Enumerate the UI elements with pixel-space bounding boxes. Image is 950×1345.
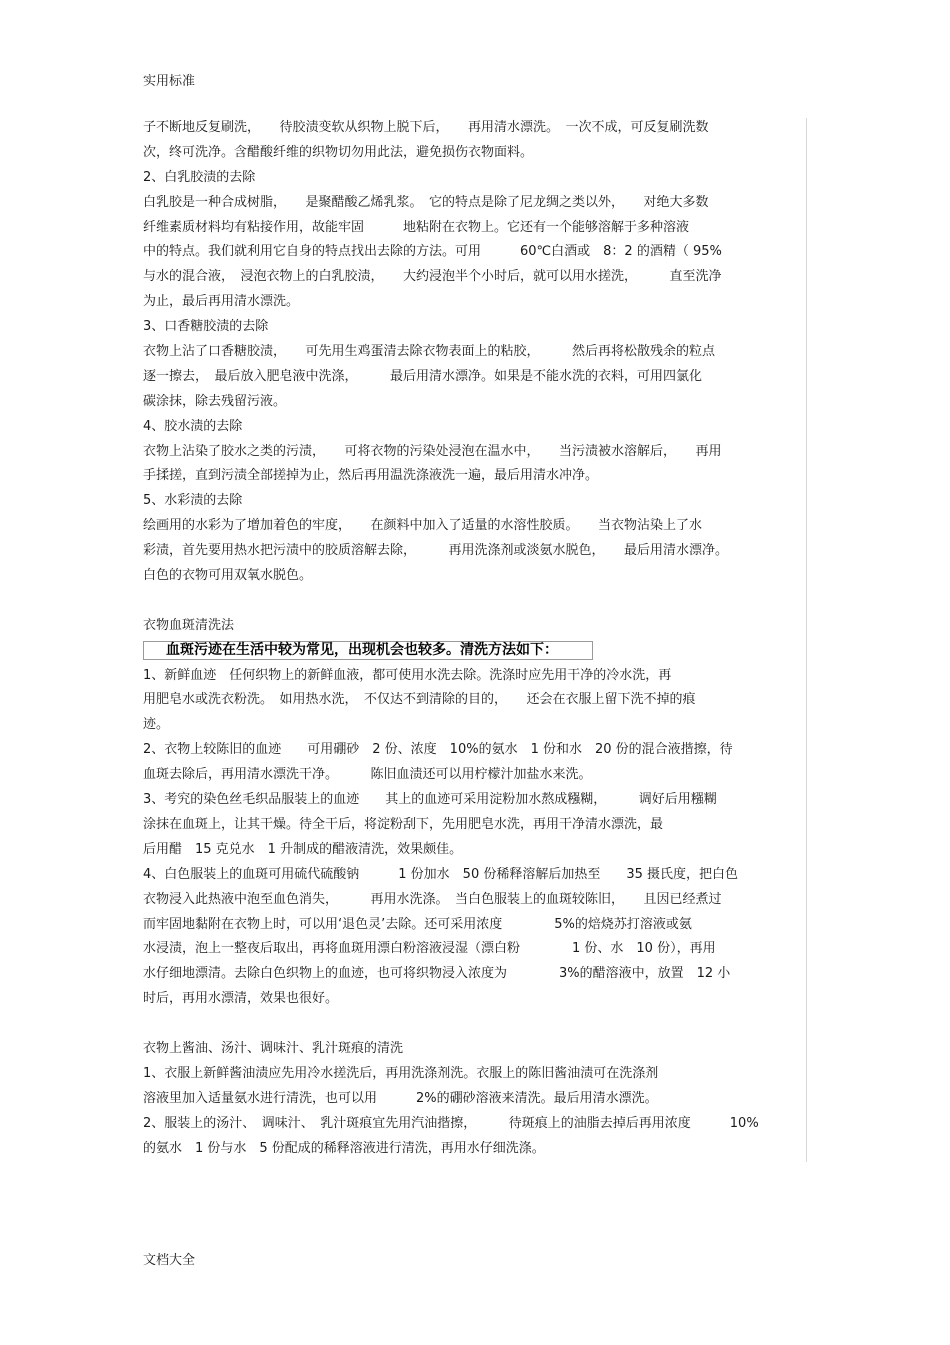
text-line: 而牢固地黏附在衣物上时，可以用‘退色灵’去除。还可采用浓度 5%的焙烧苏打溶液或氨: [143, 916, 692, 932]
text-line: 子不断地反复刷洗， 待胶渍变软从织物上脱下后， 再用清水漂洗。 一次不成，可反复刷洗数: [143, 120, 709, 135]
text-line: 时后，再用水漂清，效果也很好。: [143, 991, 339, 1007]
blank-line: [143, 589, 805, 614]
text-line: 白乳胶是一种合成树脂， 是聚醋酸乙烯乳浆。 它的特点是除了尼龙绸之类以外， 对绝大多数: [143, 194, 709, 210]
text-line: 白色的衣物可用双氧水脱色。: [143, 568, 313, 584]
text-line: 次，终可洗净。含醋酸纤维的织物切勿用此法，避免损伤衣物面料。: [143, 144, 534, 160]
text-line: 碳涂抹，除去残留污液。: [143, 393, 287, 409]
text-line: 逐一擦去， 最后放入肥皂液中洗涤， 最后用清水漂净。如果是不能水洗的衣料，可用四氯化: [143, 368, 703, 384]
boxed-intro-line: [143, 639, 805, 664]
text-line: 1、衣服上新鲜酱油渍应先用冷水搓洗后，再用洗涤剂洗。衣服上的陈旧酱油渍可在洗涤剂: [143, 1065, 659, 1081]
text-line: 与水的混合液， 浸泡衣物上的白乳胶渍， 大约浸泡半个小时后，就可以用水搓洗， 直至洗净: [143, 269, 722, 285]
document-body: [143, 116, 805, 1161]
boxed-intro: 血斑污迹在生活中较为常见，出现机会也较多。清洗方法如下：: [143, 641, 593, 660]
text-line: 彩渍，首先要用热水把污渍中的胶质溶解去除， 再用洗涤剂或淡氨水脱色， 最后用清水漂净。: [143, 543, 729, 559]
text-line: 后用醋 15 克兑水 1 升制成的醋液清洗，效果颇佳。: [143, 841, 463, 857]
section-heading: 4、胶水渍的去除: [143, 418, 243, 434]
text-line: 水仔细地漂清。去除白色织物上的血迹，也可将织物浸入浓度为 3%的醋溶液中，放置 12 小: [143, 966, 731, 982]
text-line: 1、新鲜血迹 任何织物上的新鲜血液，都可使用水洗去除。洗涤时应先用干净的冷水洗，再: [143, 667, 672, 683]
text-line: 中的特点。我们就利用它自身的特点找出去除的方法。可用 60℃白酒或 8：2 的酒精（ 95%: [143, 244, 722, 260]
text-line: 迹。: [143, 717, 170, 733]
section-title: 衣物血斑清洗法: [143, 617, 235, 633]
text-line: 血斑去除后，再用清水漂洗干净。 陈旧血渍还可以用柠檬汁加盐水来洗。: [143, 767, 592, 783]
blank-line: [143, 1012, 805, 1037]
page-footer: 文档大全: [143, 1253, 196, 1268]
text-line: 衣物上沾了口香糖胶渍， 可先用生鸡蛋清去除衣物表面上的粘胶， 然后再将松散残余的粒点: [143, 344, 716, 360]
section-heading: 3、口香糖胶渍的去除: [143, 319, 269, 335]
text-line: 用肥皂水或洗衣粉洗。 如用热水洗， 不仅达不到清除的目的， 还会在衣服上留下洗不掉的痕: [143, 692, 696, 708]
text-line: 衣物上沾染了胶水之类的污渍， 可将衣物的污染处浸泡在温水中， 当污渍被水溶解后， 再用: [143, 443, 722, 459]
text-line: 涂抹在血斑上，让其干燥。待全干后，将淀粉刮下，先用肥皂水洗，再用干净清水漂洗，最: [143, 816, 664, 832]
page-header: 实用标准: [143, 74, 196, 89]
text-line: 3、考究的染色丝毛织品服装上的血迹 其上的血迹可采用淀粉加水熬成糨糊， 调好后用糨糊: [143, 792, 717, 808]
text-line: 2、服装上的汤汁、 调味汁、 乳汁斑痕宜先用汽油揩擦， 待斑痕上的油脂去掉后再用浓度 10%: [143, 1115, 759, 1131]
text-line: 为止，最后再用清水漂洗。: [143, 294, 300, 310]
text-line: 溶液里加入适量氨水进行清洗，也可以用 2%的硼砂溶液来清洗。最后用清水漂洗。: [143, 1090, 658, 1106]
section-title: 衣物上酱油、汤汁、调味汁、乳汁斑痕的清洗: [143, 1040, 404, 1056]
right-margin-rule: [806, 118, 807, 1162]
text-line: 水浸渍，泡上一整夜后取出，再将血斑用漂白粉溶液浸湿（漂白粉 1 份、水 10 份），再用: [143, 941, 716, 957]
text-line: 纤维素质材料均有粘接作用，故能牢固 地粘附在衣物上。它还有一个能够溶解于多种溶液: [143, 219, 690, 235]
text-line: 衣物浸入此热液中泡至血色消失， 再用水洗涤。 当白色服装上的血斑较陈旧， 且因已经煮过: [143, 891, 722, 907]
text-line: 手揉搓，直到污渍全部搓掉为止，然后再用温洗涤液洗一遍，最后用清水冲净。: [143, 468, 599, 484]
section-heading: 5、水彩渍的去除: [143, 493, 243, 509]
text-line: 4、白色服装上的血斑可用硫代硫酸钠 1 份加水 50 份稀释溶解后加热至 35 摄氏度，把白色: [143, 866, 739, 882]
text-line: 2、衣物上较陈旧的血迹 可用硼砂 2 份、浓度 10%的氨水 1 份和水 20 份的混合液揩擦，待: [143, 742, 733, 758]
section-heading: 2、白乳胶渍的去除: [143, 169, 256, 185]
text-line: 绘画用的水彩为了增加着色的牢度， 在颜料中加入了适量的水溶性胶质。 当衣物沾染上了水: [143, 518, 703, 534]
text-line: 的氨水 1 份与水 5 份配成的稀释溶液进行清洗，再用水仔细洗涤。: [143, 1140, 545, 1156]
